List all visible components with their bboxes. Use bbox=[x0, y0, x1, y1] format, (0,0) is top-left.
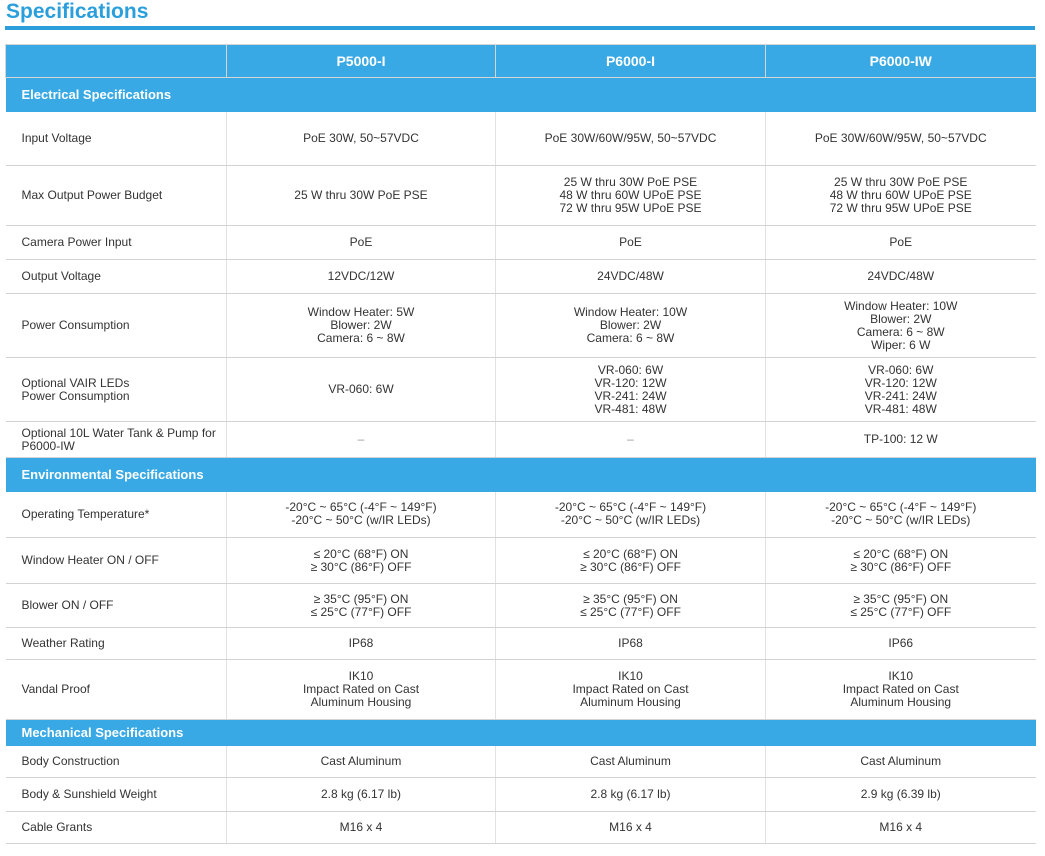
spec-label bbox=[6, 628, 227, 660]
spec-value-line: -20°C ~ 50°C (w/IR LEDs) bbox=[291, 513, 431, 528]
spec-value-line: ≤ 20°C (68°F) ON bbox=[313, 546, 409, 561]
spec-value-line: IP68 bbox=[348, 636, 374, 650]
spec-value-line: 2.9 kg (6.39 lb) bbox=[860, 787, 941, 801]
spec-value-line: ≥ 35°C (95°F) ON bbox=[313, 591, 409, 606]
spec-row bbox=[6, 166, 1036, 226]
spec-label bbox=[6, 294, 227, 358]
spec-value-p6000-iw bbox=[766, 358, 1036, 422]
spec-value-p6000-i bbox=[496, 226, 766, 260]
spec-value-line: Impact Rated on Cast bbox=[842, 682, 959, 696]
spec-value-p6000-i bbox=[496, 812, 766, 844]
spec-value-line: ≤ 25°C (77°F) OFF bbox=[580, 604, 681, 619]
spec-value-p6000-iw bbox=[766, 628, 1036, 660]
spec-value-line: Cast Aluminum bbox=[590, 753, 671, 768]
spec-value-p5000-i bbox=[227, 294, 496, 358]
spec-value-p6000-i bbox=[496, 112, 766, 166]
spec-label bbox=[6, 538, 227, 584]
spec-value-line: 48 W thru 60W UPoE PSE bbox=[829, 188, 972, 202]
spec-label bbox=[6, 660, 227, 720]
spec-value-line: ≤ 25°C (77°F) OFF bbox=[850, 604, 952, 619]
model-header-p5000-i: P5000-I bbox=[227, 45, 496, 78]
spec-label-line: Input Voltage bbox=[21, 130, 92, 145]
spec-value-p6000-i bbox=[496, 538, 766, 584]
spec-value-line: Impact Rated on Cast bbox=[572, 682, 689, 696]
spec-value-line: ≥ 30°C (86°F) OFF bbox=[310, 559, 412, 574]
spec-value-p6000-i bbox=[496, 628, 766, 660]
spec-value-line: ≤ 20°C (68°F) ON bbox=[583, 546, 678, 561]
spec-value-line: Camera: 6 ~ 8W bbox=[586, 331, 675, 345]
spec-value-p5000-i bbox=[227, 584, 496, 628]
spec-value-p6000-iw bbox=[766, 294, 1036, 358]
spec-label-line: Camera Power Input bbox=[21, 235, 132, 249]
spec-value-line: TP-100: 12 W bbox=[863, 432, 938, 446]
spec-value-line: – bbox=[627, 432, 634, 446]
spec-value-line: Impact Rated on Cast bbox=[302, 682, 420, 696]
spec-value-line: 12VDC/12W bbox=[327, 269, 395, 283]
spec-value-p5000-i bbox=[227, 166, 496, 226]
spec-value-p6000-i bbox=[496, 166, 766, 226]
spec-value-p5000-i bbox=[227, 660, 496, 720]
spec-value-line: VR-060: 6W bbox=[597, 362, 664, 377]
section-header-electrical-specifications bbox=[6, 78, 1036, 112]
spec-value-line: ≤ 20°C (68°F) ON bbox=[853, 546, 949, 561]
spec-value-p6000-iw bbox=[766, 166, 1036, 226]
spec-label-line: Body & Sunshield Weight bbox=[21, 787, 157, 801]
spec-body bbox=[6, 78, 1036, 844]
spec-row bbox=[6, 746, 1036, 778]
spec-value-line: -20°C ~ 65°C (-4°F ~ 149°F) bbox=[825, 500, 977, 515]
spec-value-line: PoE bbox=[889, 235, 913, 249]
title-underline bbox=[5, 26, 1035, 30]
spec-label bbox=[6, 746, 227, 778]
spec-label bbox=[6, 422, 227, 458]
spec-label bbox=[6, 584, 227, 628]
spec-value-line: 25 W thru 30W PoE PSE bbox=[834, 175, 968, 189]
spec-value-line: ≤ 25°C (77°F) OFF bbox=[310, 604, 412, 619]
spec-value-line: ≥ 35°C (95°F) ON bbox=[853, 591, 949, 606]
spec-value-p5000-i bbox=[227, 358, 496, 422]
spec-label bbox=[6, 260, 227, 294]
spec-value-line: ≥ 30°C (86°F) OFF bbox=[580, 559, 681, 574]
spec-label-line: Optional VAIR LEDs bbox=[21, 375, 130, 390]
spec-value-line: Aluminum Housing bbox=[580, 695, 681, 709]
spec-value-p5000-i bbox=[227, 260, 496, 294]
spec-row bbox=[6, 358, 1036, 422]
spec-value-p6000-i bbox=[496, 778, 766, 812]
spec-label bbox=[6, 112, 227, 166]
spec-label-line: Blower ON / OFF bbox=[21, 598, 114, 612]
spec-label-line: Window Heater ON / OFF bbox=[21, 553, 159, 567]
spec-value-p6000-iw bbox=[766, 778, 1036, 812]
spec-value-line: 48 W thru 60W UPoE PSE bbox=[559, 188, 702, 202]
spec-row bbox=[6, 226, 1036, 260]
spec-value-line: IK10 bbox=[888, 669, 914, 683]
spec-label-line: Cable Grants bbox=[21, 820, 93, 834]
spec-value-line: VR-241: 24W bbox=[864, 388, 937, 403]
spec-value-line: 25 W thru 30W PoE PSE bbox=[563, 175, 698, 189]
spec-value-p6000-i bbox=[496, 358, 766, 422]
spec-value-p6000-iw bbox=[766, 538, 1036, 584]
spec-value-p6000-i bbox=[496, 422, 766, 458]
section-title: Mechanical Specifications bbox=[6, 720, 1036, 746]
spec-label bbox=[6, 778, 227, 812]
spec-label-line: Power Consumption bbox=[21, 318, 130, 332]
spec-value-p5000-i bbox=[227, 422, 496, 458]
page-title: Specifications bbox=[6, 0, 149, 23]
spec-value-line: Aluminum Housing bbox=[850, 695, 952, 709]
spec-value-p6000-iw bbox=[766, 660, 1036, 720]
spec-row bbox=[6, 538, 1036, 584]
spec-row bbox=[6, 260, 1036, 294]
spec-value-line: ≥ 35°C (95°F) ON bbox=[583, 591, 678, 606]
spec-value-line: Camera: 6 ~ 8W bbox=[317, 331, 405, 345]
header-corner bbox=[6, 45, 227, 78]
spec-row bbox=[6, 812, 1036, 844]
spec-value-line: Aluminum Housing bbox=[310, 695, 412, 709]
section-header-mechanical-specifications bbox=[6, 720, 1036, 746]
spec-value-p6000-iw bbox=[766, 746, 1036, 778]
spec-value-line: VR-120: 12W bbox=[864, 375, 937, 390]
section-title: Environmental Specifications bbox=[6, 458, 1036, 492]
spec-value-p6000-iw bbox=[766, 492, 1036, 538]
spec-value-line: IK10 bbox=[618, 669, 643, 683]
section-title: Electrical Specifications bbox=[6, 78, 1036, 112]
spec-label-line: Max Output Power Budget bbox=[21, 188, 163, 202]
spec-value-p5000-i bbox=[227, 538, 496, 584]
spec-row bbox=[6, 628, 1036, 660]
spec-value-line: PoE bbox=[619, 235, 642, 249]
spec-label-line: Vandal Proof bbox=[21, 682, 90, 696]
spec-value-line: IK10 bbox=[348, 669, 374, 683]
spec-value-line: -20°C ~ 65°C (-4°F ~ 149°F) bbox=[554, 500, 707, 515]
spec-value-p6000-i bbox=[496, 492, 766, 538]
spec-value-line: 25 W thru 30W PoE PSE bbox=[294, 188, 428, 202]
spec-value-line: 24VDC/48W bbox=[597, 269, 664, 283]
spec-value-line: 72 W thru 95W UPoE PSE bbox=[559, 201, 702, 215]
spec-value-line: IP66 bbox=[888, 636, 914, 650]
spec-value-line: VR-120: 12W bbox=[594, 375, 667, 390]
spec-value-line: Window Heater: 10W bbox=[844, 298, 958, 313]
spec-value-line: -20°C ~ 50°C (w/IR LEDs) bbox=[560, 513, 701, 528]
spec-value-p5000-i bbox=[227, 628, 496, 660]
spec-value-line: PoE 30W, 50~57VDC bbox=[303, 130, 419, 145]
model-header-p6000-i: P6000-I bbox=[496, 45, 766, 78]
spec-value-p6000-iw bbox=[766, 112, 1036, 166]
spec-label-line: Weather Rating bbox=[21, 636, 105, 650]
spec-value-line: Window Heater: 10W bbox=[573, 305, 688, 319]
spec-value-line: 72 W thru 95W UPoE PSE bbox=[829, 201, 972, 215]
spec-value-line: VR-481: 48W bbox=[594, 401, 667, 416]
section-header-environmental-specifications bbox=[6, 458, 1036, 492]
spec-label bbox=[6, 358, 227, 422]
specifications-table bbox=[5, 44, 1036, 844]
spec-value-line: VR-481: 48W bbox=[864, 401, 937, 416]
spec-value-p5000-i bbox=[227, 778, 496, 812]
spec-label-line: P6000-IW bbox=[21, 438, 75, 453]
model-header-p6000-iw: P6000-IW bbox=[766, 45, 1036, 78]
spec-value-line: IP68 bbox=[618, 636, 643, 650]
spec-value-line: Window Heater: 5W bbox=[307, 305, 415, 319]
spec-label-line: Body Construction bbox=[21, 753, 120, 768]
spec-value-line: 24VDC/48W bbox=[867, 269, 935, 283]
spec-label-line: Power Consumption bbox=[21, 388, 130, 403]
spec-value-p5000-i bbox=[227, 226, 496, 260]
spec-label-line: Optional 10L Water Tank & Pump for bbox=[21, 425, 216, 440]
spec-value-line: -20°C ~ 65°C (-4°F ~ 149°F) bbox=[285, 500, 437, 515]
spec-value-p5000-i bbox=[227, 112, 496, 166]
spec-label bbox=[6, 166, 227, 226]
spec-value-line: 2.8 kg (6.17 lb) bbox=[590, 787, 671, 801]
spec-value-p6000-i bbox=[496, 746, 766, 778]
spec-row bbox=[6, 112, 1036, 166]
spec-row bbox=[6, 660, 1036, 720]
spec-value-line: PoE 30W/60W/95W, 50~57VDC bbox=[544, 130, 717, 145]
spec-label bbox=[6, 492, 227, 538]
spec-value-line: M16 x 4 bbox=[879, 820, 923, 834]
spec-value-p5000-i bbox=[227, 812, 496, 844]
spec-value-line: VR-060: 6W bbox=[868, 362, 934, 377]
spec-value-p5000-i bbox=[227, 492, 496, 538]
spec-value-line: Wiper: 6 W bbox=[871, 337, 931, 352]
spec-value-line: M16 x 4 bbox=[339, 820, 383, 834]
spec-value-line: Cast Aluminum bbox=[320, 753, 402, 768]
spec-value-line: – bbox=[357, 432, 365, 446]
spec-label-line: Operating Temperature* bbox=[21, 506, 150, 521]
model-header-row bbox=[6, 45, 1036, 78]
spec-row bbox=[6, 492, 1036, 538]
spec-row bbox=[6, 294, 1036, 358]
spec-value-p5000-i bbox=[227, 746, 496, 778]
spec-value-line: Blower: 2W bbox=[599, 318, 662, 332]
spec-row bbox=[6, 422, 1036, 458]
spec-value-p6000-iw bbox=[766, 812, 1036, 844]
spec-value-line: ≥ 30°C (86°F) OFF bbox=[850, 559, 952, 574]
spec-label bbox=[6, 226, 227, 260]
spec-value-line: Camera: 6 ~ 8W bbox=[856, 324, 945, 339]
spec-row bbox=[6, 584, 1036, 628]
spec-value-line: Cast Aluminum bbox=[860, 753, 942, 768]
spec-value-line: PoE 30W/60W/95W, 50~57VDC bbox=[814, 130, 987, 145]
spec-value-line: -20°C ~ 50°C (w/IR LEDs) bbox=[831, 513, 971, 528]
spec-value-p6000-i bbox=[496, 660, 766, 720]
spec-value-p6000-iw bbox=[766, 260, 1036, 294]
spec-value-p6000-i bbox=[496, 260, 766, 294]
spec-value-line: M16 x 4 bbox=[609, 820, 652, 834]
spec-value-line: PoE bbox=[349, 235, 373, 249]
spec-label-line: Output Voltage bbox=[21, 269, 101, 283]
spec-label bbox=[6, 812, 227, 844]
spec-value-line: Blower: 2W bbox=[870, 311, 932, 326]
spec-value-line: 2.8 kg (6.17 lb) bbox=[320, 787, 402, 801]
spec-value-p6000-i bbox=[496, 294, 766, 358]
spec-value-p6000-i bbox=[496, 584, 766, 628]
spec-row bbox=[6, 778, 1036, 812]
spec-value-p6000-iw bbox=[766, 226, 1036, 260]
spec-value-p6000-iw bbox=[766, 422, 1036, 458]
spec-value-line: VR-241: 24W bbox=[594, 388, 667, 403]
spec-value-line: VR-060: 6W bbox=[328, 382, 394, 396]
spec-value-p6000-iw bbox=[766, 584, 1036, 628]
spec-value-line: Blower: 2W bbox=[330, 318, 392, 332]
